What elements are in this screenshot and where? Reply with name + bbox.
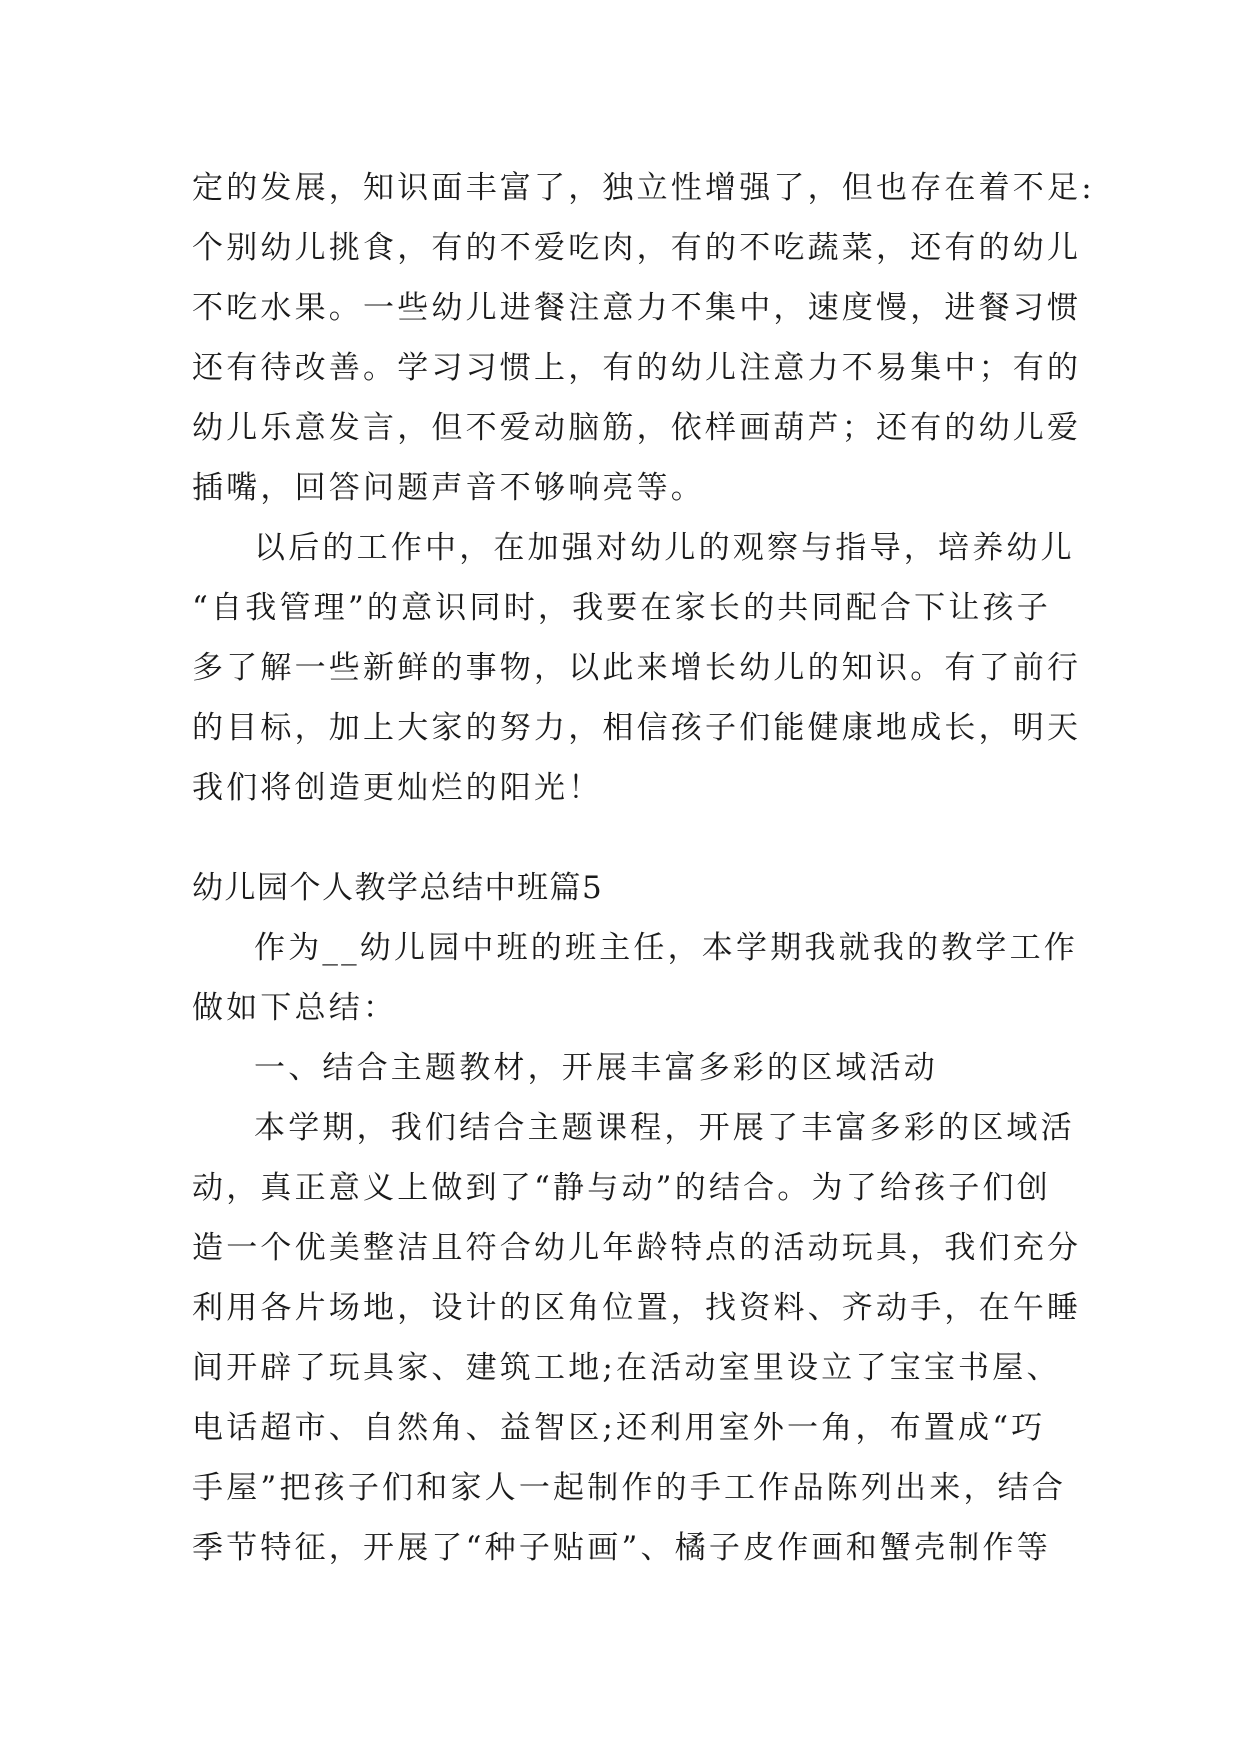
subheading: 一、结合主题教材，开展丰富多彩的区域活动 — [254, 1050, 938, 1086]
paragraph-line: 的目标，加上大家的努力，相信孩子们能健康地成长，明天 — [192, 710, 1082, 746]
paragraph-line: 利用各片场地，设计的区角位置，找资料、齐动手，在午睡 — [192, 1290, 1082, 1326]
paragraph-line: 幼儿乐意发言，但不爱动脑筋，依样画葫芦；还有的幼儿爱 — [192, 410, 1082, 446]
paragraph-line: 作为__幼儿园中班的班主任，本学期我就我的教学工作 — [254, 930, 1078, 966]
paragraph-line: 做如下总结： — [192, 990, 398, 1026]
paragraph-line: 个别幼儿挑食，有的不爱吃肉，有的不吃蔬菜，还有的幼儿 — [192, 230, 1082, 266]
paragraph-line: 季节特征，开展了“种子贴画”、橘子皮作画和蟹壳制作等 — [192, 1530, 1051, 1566]
paragraph-line: “自我管理”的意识同时，我要在家长的共同配合下让孩子 — [192, 590, 1051, 626]
paragraph-line: 我们将创造更灿烂的阳光！ — [192, 770, 603, 806]
paragraph-line: 间开辟了玩具家、建筑工地;在活动室里设立了宝宝书屋、 — [192, 1350, 1061, 1386]
paragraph-line: 以后的工作中，在加强对幼儿的观察与指导，培养幼儿 — [254, 530, 1075, 566]
paragraph-line: 定的发展，知识面丰富了，独立性增强了，但也存在着不足: — [192, 170, 1095, 206]
paragraph-line: 多了解一些新鲜的事物，以此来增长幼儿的知识。有了前行 — [192, 650, 1082, 686]
paragraph-line: 动，真正意义上做到了“静与动”的结合。为了给孩子们创 — [192, 1170, 1051, 1206]
paragraph-line: 手屋”把孩子们和家人一起制作的手工作品陈列出来，结合 — [192, 1470, 1067, 1506]
paragraph-line: 还有待改善。学习习惯上，有的幼儿注意力不易集中；有的 — [192, 350, 1082, 386]
paragraph-line: 造一个优美整洁且符合幼儿年龄特点的活动玩具，我们充分 — [192, 1230, 1082, 1266]
paragraph-line: 电话超市、自然角、益智区;还利用室外一角，布置成“巧 — [192, 1410, 1046, 1446]
section-heading: 幼儿园个人教学总结中班篇5 — [192, 870, 604, 906]
paragraph-line: 不吃水果。一些幼儿进餐注意力不集中，速度慢，进餐习惯 — [192, 290, 1082, 326]
paragraph-line: 插嘴，回答问题声音不够响亮等。 — [192, 470, 705, 506]
paragraph-line: 本学期，我们结合主题课程，开展了丰富多彩的区域活 — [254, 1110, 1075, 1146]
